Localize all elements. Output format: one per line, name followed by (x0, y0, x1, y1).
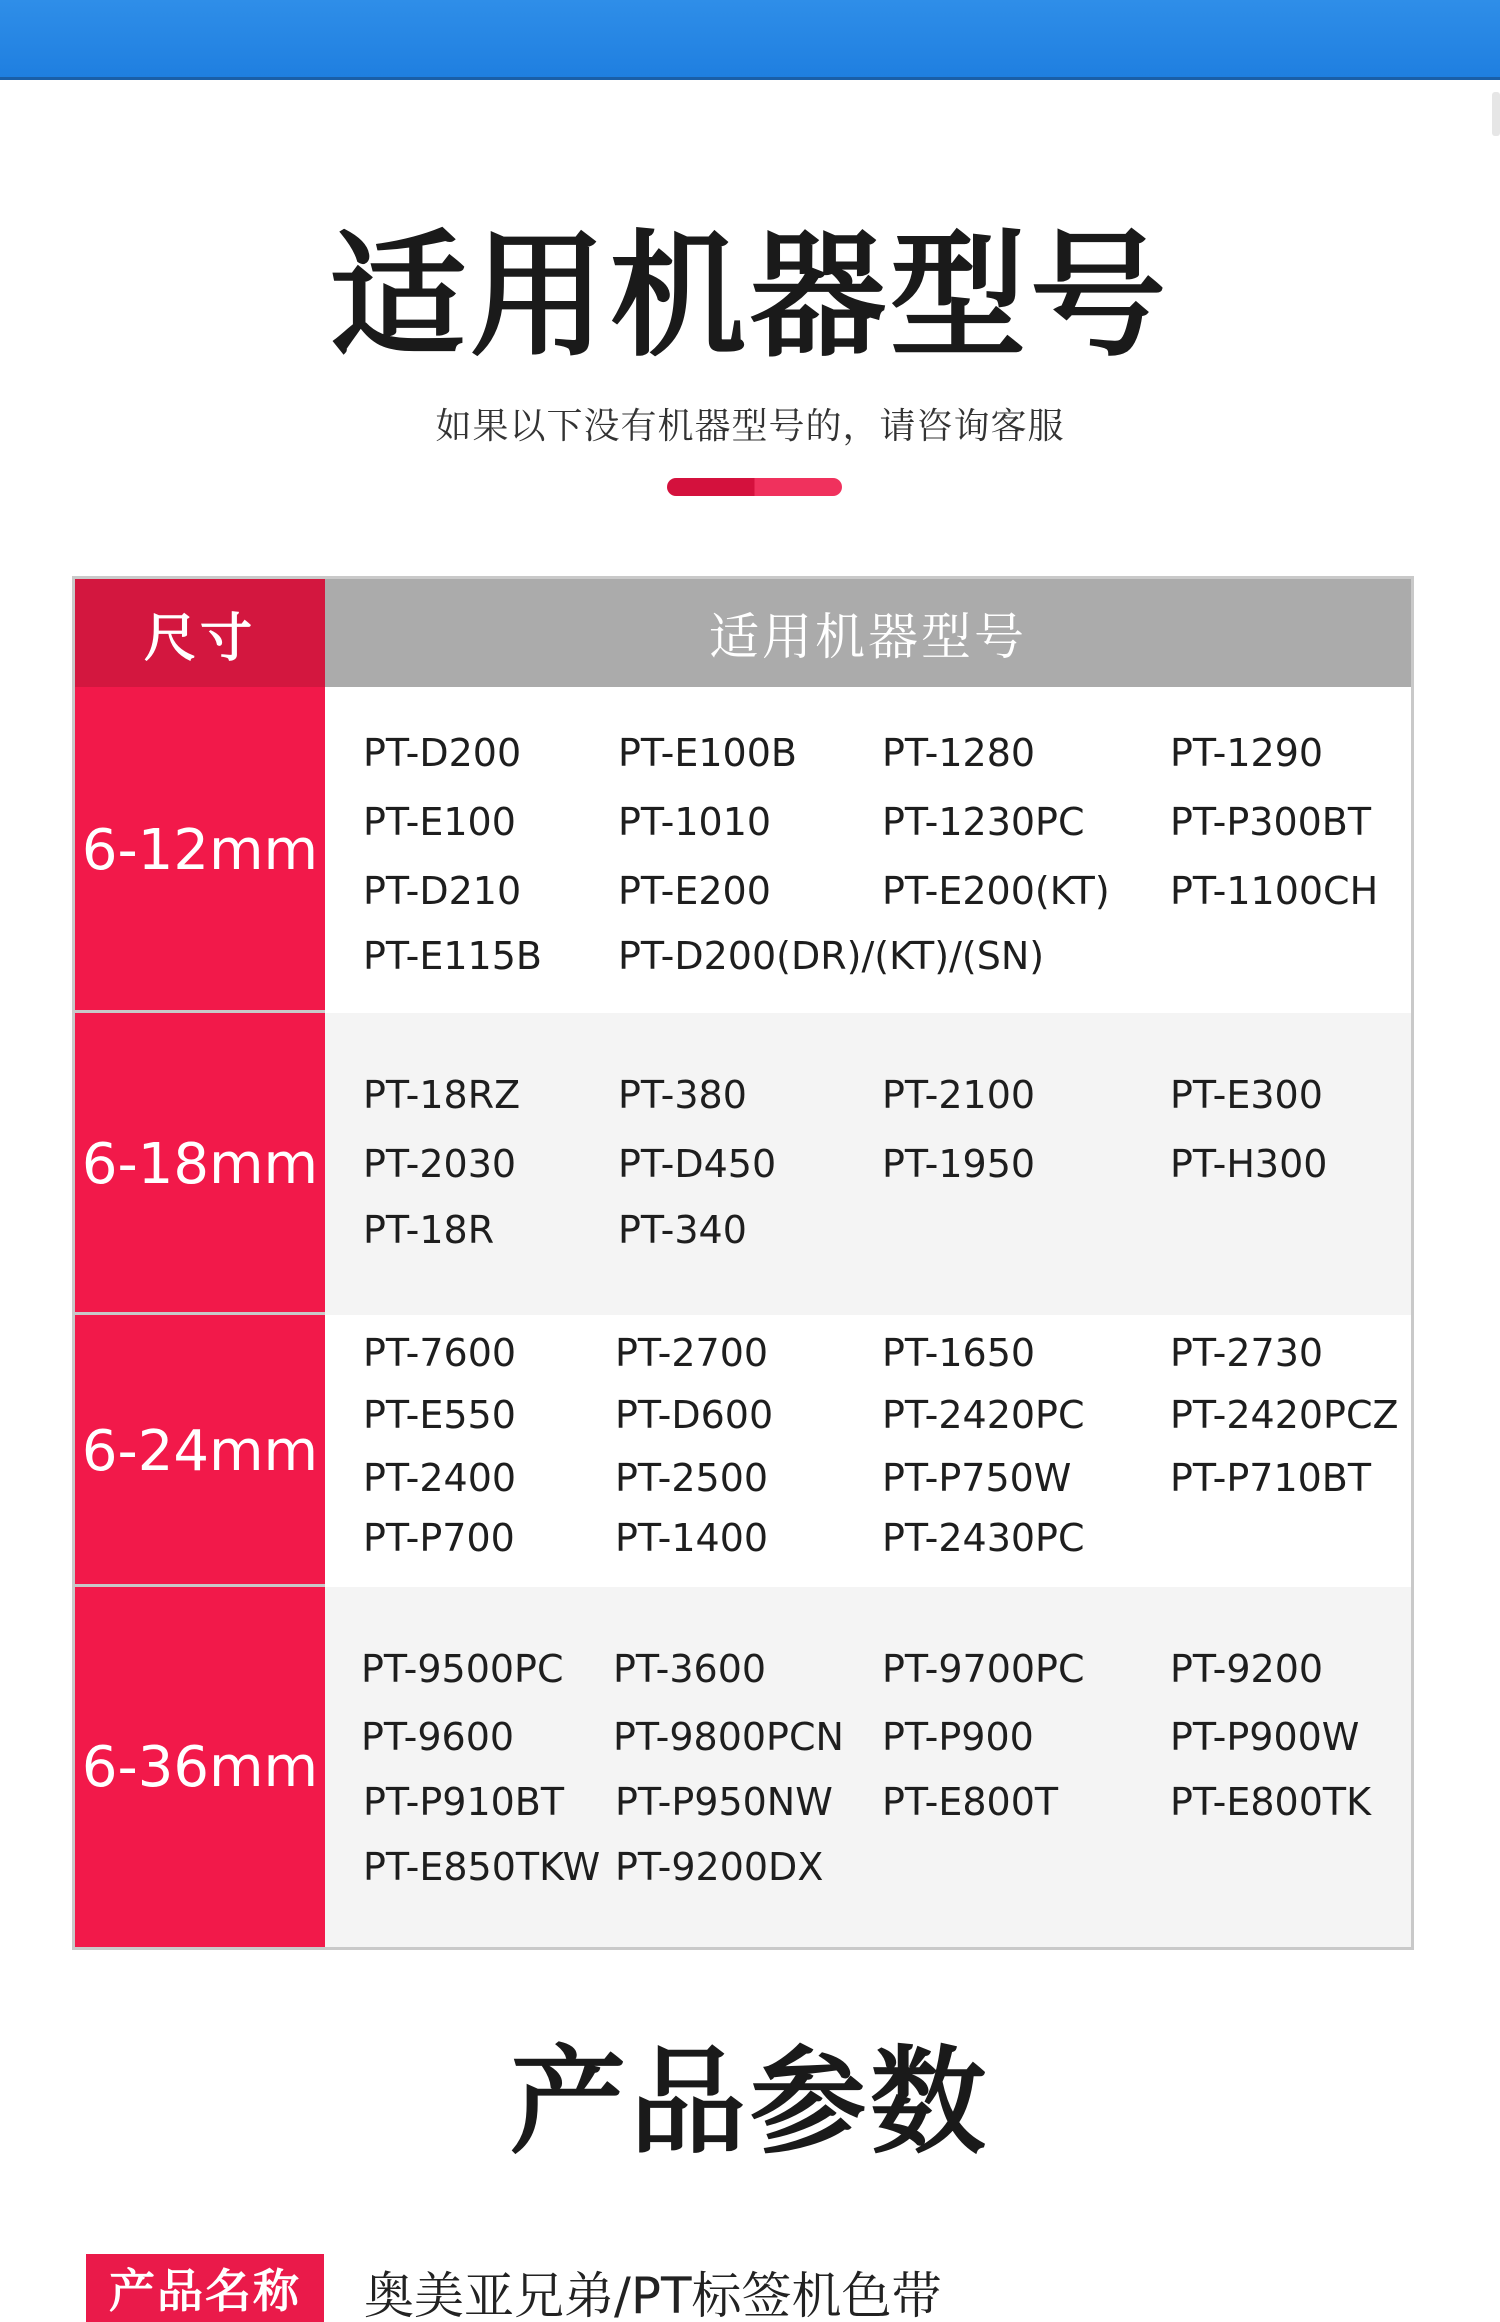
model-item: PT-9200DX (615, 1845, 824, 1889)
top-bar (0, 0, 1500, 80)
model-item: PT-1100CH (1170, 869, 1379, 913)
model-item: PT-E800T (882, 1780, 1059, 1824)
model-item: PT-9200 (1170, 1647, 1324, 1691)
size-label: 6-36mm (81, 1734, 319, 1800)
table-row (75, 687, 1411, 1013)
model-item: PT-E800TK (1170, 1780, 1372, 1824)
model-item: PT-P910BT (363, 1780, 565, 1824)
model-item: PT-9500PC (361, 1647, 564, 1691)
model-item: PT-9700PC (882, 1647, 1085, 1691)
model-item: PT-E100 (363, 800, 516, 844)
models-cell (325, 1013, 1411, 1315)
model-item: PT-P750W (882, 1456, 1072, 1500)
models-cell (325, 1315, 1411, 1587)
model-item: PT-9800PCN (613, 1715, 844, 1759)
model-item: PT-1010 (618, 800, 772, 844)
table-row (75, 1013, 1411, 1315)
model-item: PT-D200 (363, 731, 522, 775)
accent-divider (667, 478, 842, 496)
model-item: PT-E550 (363, 1393, 516, 1437)
model-item: PT-1230PC (882, 800, 1085, 844)
size-label: 6-18mm (81, 1131, 319, 1197)
model-item: PT-E100B (618, 731, 797, 775)
model-item: PT-18R (363, 1208, 495, 1252)
model-item: PT-P700 (363, 1516, 515, 1560)
model-item: PT-P900W (1170, 1715, 1360, 1759)
model-item: PT-P710BT (1170, 1456, 1372, 1500)
model-item: PT-D450 (618, 1142, 777, 1186)
size-label: 6-24mm (81, 1418, 319, 1484)
model-item: PT-E115B (363, 934, 542, 978)
model-item: PT-1950 (882, 1142, 1036, 1186)
models-cell (325, 1587, 1411, 1947)
model-item: PT-9600 (361, 1715, 515, 1759)
scrollbar-thumb[interactable] (1492, 92, 1500, 136)
model-item: PT-2100 (882, 1073, 1036, 1117)
model-item: PT-1650 (882, 1331, 1036, 1375)
model-item: PT-340 (618, 1208, 747, 1252)
param-value: 奥美亚兄弟/PT标签机色带 (364, 2267, 942, 2322)
model-item: PT-P950NW (615, 1780, 833, 1824)
model-item: PT-18RZ (363, 1073, 521, 1117)
table-row (75, 1315, 1411, 1587)
model-item: PT-2700 (615, 1331, 769, 1375)
size-label: 6-12mm (81, 817, 319, 883)
section-title-models: 适用机器型号 (330, 218, 1170, 376)
model-item: PT-2730 (1170, 1331, 1324, 1375)
table-header-size: 尺寸 (75, 579, 325, 687)
model-item: PT-E200 (618, 869, 771, 913)
model-item: PT-D600 (615, 1393, 774, 1437)
model-item: PT-E200(KT) (882, 869, 1110, 913)
model-item: PT-D210 (363, 869, 522, 913)
model-item: PT-D200(DR)/(KT)/(SN) (618, 934, 1045, 978)
model-item: PT-3600 (613, 1647, 767, 1691)
model-item: PT-E300 (1170, 1073, 1323, 1117)
model-item: PT-2430PC (882, 1516, 1085, 1560)
model-item: PT-2030 (363, 1142, 517, 1186)
model-item: PT-P900 (882, 1715, 1034, 1759)
model-item: PT-2420PC (882, 1393, 1085, 1437)
table-header-models: 适用机器型号 (325, 579, 1411, 687)
model-item: PT-2420PCZ (1170, 1393, 1399, 1437)
section-subtitle: 如果以下没有机器型号的，请咨询客服 (435, 406, 1065, 447)
model-item: PT-1400 (615, 1516, 769, 1560)
model-item: PT-P300BT (1170, 800, 1372, 844)
model-item: PT-7600 (363, 1331, 517, 1375)
param-label: 产品名称 (86, 2254, 324, 2322)
model-item: PT-H300 (1170, 1142, 1328, 1186)
model-item: PT-E850TKW (363, 1845, 601, 1889)
models-cell (325, 687, 1411, 1013)
section-title-params: 产品参数 (510, 2035, 990, 2170)
model-item: PT-1280 (882, 731, 1036, 775)
model-item: PT-2500 (615, 1456, 769, 1500)
compatibility-table (72, 576, 1414, 1950)
model-item: PT-380 (618, 1073, 747, 1117)
model-item: PT-1290 (1170, 731, 1324, 775)
table-row (75, 1587, 1411, 1947)
model-item: PT-2400 (363, 1456, 517, 1500)
param-row (86, 2248, 1426, 2322)
